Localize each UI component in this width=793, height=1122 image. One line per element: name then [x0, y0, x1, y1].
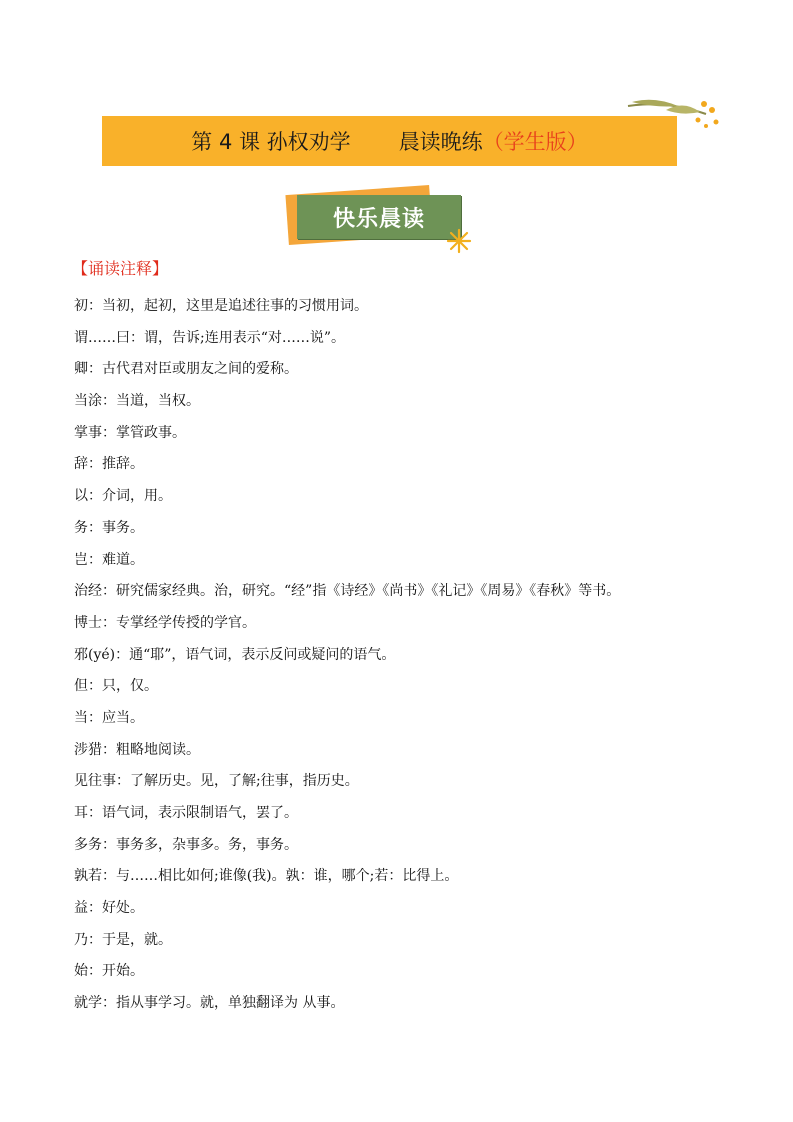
badge-label: 快乐晨读: [332, 206, 425, 232]
list-item: 始：开始。: [74, 963, 144, 980]
list-item: 乃：于是，就。: [74, 931, 172, 948]
list-item: 当涂：当道，当权。: [74, 393, 200, 410]
list-item: 邪(yé)：通“耶”，语气词，表示反问或疑问的语气。: [74, 646, 396, 663]
title-bar: [102, 116, 677, 166]
list-item: 益：好处。: [74, 900, 144, 917]
section-badge: [297, 195, 461, 239]
list-item: 耳：语气词，表示限制语气，罢了。: [74, 805, 298, 821]
list-item: 就学：指从事学习。就，单独翻译为 从事。: [74, 995, 345, 1012]
list-item: 当：应当。: [74, 709, 144, 726]
lesson-title: 第 4 课 孙权劝学: [191, 130, 351, 154]
list-item: 卿：古代君对臣或朋友之间的爱称。: [74, 361, 298, 378]
list-item: 博士：专掌经学传授的学官。: [74, 614, 256, 631]
list-item: 以：介词，用。: [74, 488, 172, 505]
list-item: 初：当初，起初，这里是追述往事的习惯用词。: [74, 298, 368, 314]
section-heading: 【诵读注释】: [72, 259, 169, 278]
list-item: 涉猎：粗略地阅读。: [74, 741, 200, 758]
list-item: 多务：事务多，杂事多。务，事务。: [74, 836, 298, 853]
list-item: 孰若：与……相比如何;谁像(我)。孰：谁，哪个;若：比得上。: [74, 868, 459, 885]
subtitle: 晨读晚练: [398, 130, 483, 154]
list-item: 但：只，仅。: [74, 678, 158, 695]
list-item: 岂：难道。: [74, 551, 144, 568]
list-item: 治经：研究儒家经典。治，研究。“经”指《诗经》《尚书》《礼记》《周易》《春秋》等书。: [74, 583, 621, 600]
list-item: 辞：推辞。: [74, 456, 144, 473]
notes-list: [74, 291, 764, 1020]
list-item: 掌事：掌管政事。: [74, 424, 186, 441]
list-item: 务：事务。: [74, 519, 144, 536]
list-item: 谓……曰：谓，告诉;连用表示“对……说”。: [74, 329, 346, 346]
branch-icon: [626, 92, 726, 132]
sparkle-icon: [444, 226, 474, 256]
edition-label: （学生版）: [482, 130, 588, 154]
list-item: 见往事：了解历史。见，了解;往事，指历史。: [74, 773, 359, 790]
